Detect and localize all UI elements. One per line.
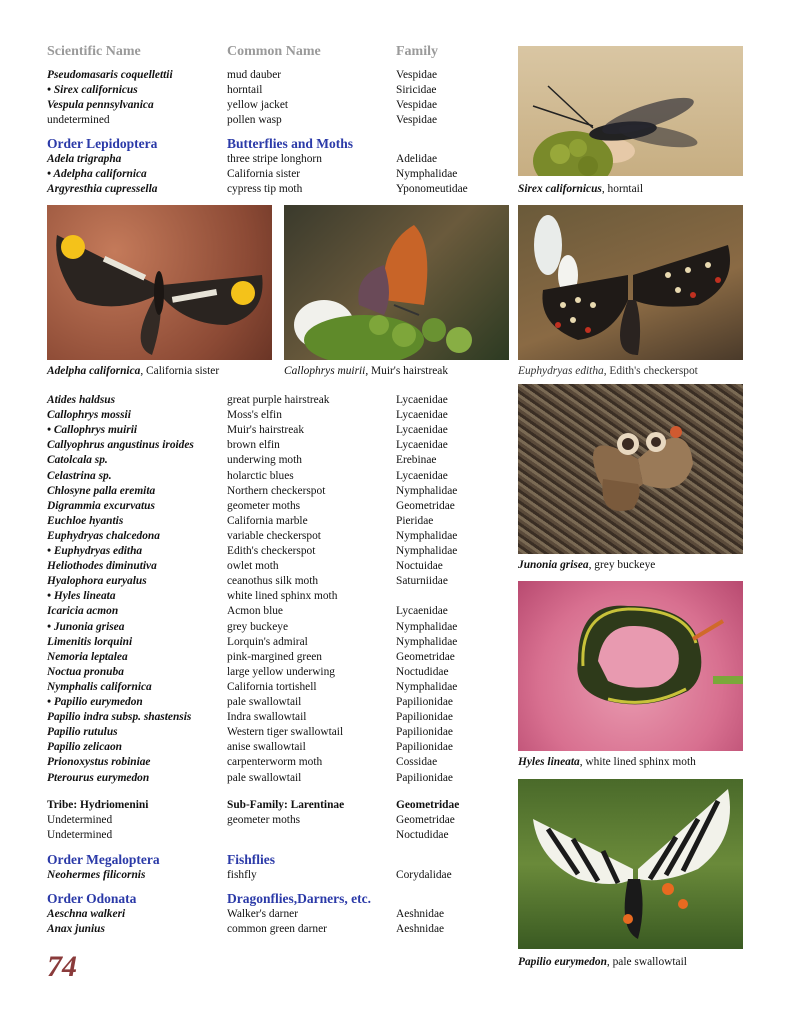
family-cell: Nymphalidae xyxy=(396,680,458,693)
family-cell: Aeshnidae xyxy=(396,908,445,920)
common-name-cell: Acmon blue xyxy=(227,605,283,618)
family-cell: Papilionidae xyxy=(396,726,453,739)
common-name-cell: California tortishell xyxy=(227,680,317,693)
table-row xyxy=(47,680,487,695)
table-row xyxy=(47,604,487,619)
scientific-name-cell: Vespula pennsylvanica xyxy=(47,99,154,111)
common-name-cell: holarctic blues xyxy=(227,469,294,482)
common-name-cell: three stripe longhorn xyxy=(227,153,322,165)
common-name-cell: anise swallowtail xyxy=(227,741,306,754)
caption-common: , California sister xyxy=(140,365,220,377)
table-row xyxy=(47,907,487,922)
common-name-cell: common green darner xyxy=(227,923,327,935)
table-row xyxy=(47,68,487,83)
scientific-name-cell: Pterourus eurymedon xyxy=(47,771,150,784)
family-cell: Nymphalidae xyxy=(396,620,458,633)
family-cell: Nymphalidae xyxy=(396,545,458,557)
scientific-name-cell: Argyresthia cupressella xyxy=(47,183,158,195)
table-row xyxy=(47,438,487,453)
scientific-name-cell: Celastrina sp. xyxy=(47,469,112,482)
table-row xyxy=(47,620,487,635)
scientific-name-cell: undetermined xyxy=(47,114,110,126)
scientific-name-cell: Papilio indra subsp. shastensis xyxy=(47,711,192,724)
papilio-photo xyxy=(518,779,743,949)
family-cell: Lycaenidae xyxy=(396,424,448,437)
scientific-name-cell: Nemoria leptalea xyxy=(47,650,128,663)
family-cell: Siricidae xyxy=(396,84,437,96)
scientific-name-cell: Anax junius xyxy=(47,923,105,935)
scientific-name-cell: Limenitis lorquini xyxy=(47,635,133,648)
scientific-name-cell: Pseudomasaris coquellettii xyxy=(47,69,173,81)
table-row xyxy=(47,868,487,883)
family-cell: Geometridae xyxy=(396,650,455,663)
family-cell: Vespidae xyxy=(396,69,438,81)
scientific-name-cell: Heliothodes diminutiva xyxy=(47,560,157,573)
common-name-cell: geometer moths xyxy=(227,814,301,826)
scientific-name-cell: Aeschna walkeri xyxy=(47,908,126,920)
common-name-cell: pale swallowtail xyxy=(227,771,302,784)
common-name-cell: California sister xyxy=(227,168,301,180)
table-row xyxy=(47,771,487,786)
scientific-name-cell: Neohermes filicornis xyxy=(47,869,146,881)
family-cell: Pieridae xyxy=(396,514,434,527)
family-cell: Lycaenidae xyxy=(396,469,448,482)
table-row xyxy=(47,650,487,665)
subfamily-name: Sub-Family: Larentinae xyxy=(227,799,345,811)
caption-common: , white lined sphinx moth xyxy=(579,756,696,768)
family-cell: Nymphalidae xyxy=(396,168,458,180)
table-row xyxy=(47,152,487,167)
scientific-name-cell: • Euphydryas editha xyxy=(47,545,143,557)
order-name: Order Lepidoptera xyxy=(47,136,158,151)
callophrys-caption xyxy=(284,364,448,378)
common-name-cell: Edith's checkerspot xyxy=(227,545,316,557)
scientific-name-cell: Prionoxystus robiniae xyxy=(47,756,151,769)
family-cell: Saturniidae xyxy=(396,575,448,588)
caption-sci: Papilio eurymedon xyxy=(518,956,607,968)
common-name-cell: Indra swallowtail xyxy=(227,711,307,724)
table-row xyxy=(47,423,487,438)
table-row xyxy=(47,740,487,755)
scientific-name-cell: Undetermined xyxy=(47,829,113,841)
junonia-photo xyxy=(518,384,743,554)
scientific-name-cell: Papilio zelicaon xyxy=(47,741,122,754)
common-name-cell: pale swallowtail xyxy=(227,696,302,708)
family-cell: Corydalidae xyxy=(396,869,452,881)
table-row xyxy=(47,182,487,197)
common-name-cell: white lined sphinx moth xyxy=(227,590,338,603)
table-row xyxy=(47,98,487,113)
scientific-name-cell: Undetermined xyxy=(47,814,113,826)
table-row xyxy=(47,469,487,484)
family-cell: Nymphalidae xyxy=(396,529,458,542)
family-cell: Adelidae xyxy=(396,153,438,165)
scientific-name-cell: Papilio rutulus xyxy=(47,726,118,739)
caption-sci: Hyles lineata xyxy=(518,756,580,768)
table-row xyxy=(47,484,487,499)
common-name-cell: ceanothus silk moth xyxy=(227,575,319,588)
scientific-name-cell: Hyalophora euryalus xyxy=(47,575,147,588)
scientific-name-cell: Euchloe hyantis xyxy=(47,514,124,527)
table-row xyxy=(47,408,487,423)
table-row xyxy=(47,710,487,725)
common-name-cell: brown elfin xyxy=(227,439,280,452)
table-row xyxy=(47,695,487,710)
order-heading-odonata xyxy=(47,890,487,907)
caption-sci: Adelpha californica xyxy=(47,365,141,377)
family-cell: Lycaenidae xyxy=(396,605,448,618)
common-name-cell: pink-margined green xyxy=(227,650,322,663)
common-name-cell: owlet moth xyxy=(227,560,279,573)
table-row xyxy=(47,393,487,408)
family-cell: Geometridae xyxy=(396,499,455,512)
scientific-name-cell: Callyophrus angustinus iroides xyxy=(47,439,194,452)
common-name-cell: carpenterworm moth xyxy=(227,756,323,769)
common-name-cell: underwing moth xyxy=(227,454,302,467)
junonia-caption xyxy=(518,558,655,572)
scientific-name-cell: Chlosyne palla eremita xyxy=(47,484,156,497)
caption-common: , Muir's hairstreak xyxy=(365,365,449,377)
hyles-photo xyxy=(518,581,743,751)
family-cell: Nymphalidae xyxy=(396,484,458,497)
tribe-row xyxy=(47,798,487,813)
scientific-name-cell: • Callophrys muirii xyxy=(47,424,138,437)
table-row xyxy=(47,725,487,740)
common-name-cell: Northern checkerspot xyxy=(227,484,326,497)
family-cell: Noctudidae xyxy=(396,829,449,841)
order-heading-megaloptera xyxy=(47,851,487,868)
table-row xyxy=(47,453,487,468)
euphydryas-caption xyxy=(518,364,698,378)
table-row xyxy=(47,635,487,650)
common-name-cell: mud dauber xyxy=(227,69,282,81)
table-row xyxy=(47,828,487,843)
family-cell: Lycaenidae xyxy=(396,439,448,452)
header-scientific-name: Scientific Name xyxy=(47,44,141,59)
common-name-cell: Walker's darner xyxy=(227,908,299,920)
family-cell: Lycaenidae xyxy=(396,409,448,422)
papilio-caption xyxy=(518,955,687,969)
table-row xyxy=(47,665,487,680)
common-name-cell: fishfly xyxy=(227,869,257,881)
common-name-cell: pollen wasp xyxy=(227,114,282,126)
scientific-name-cell: Digrammia excurvatus xyxy=(47,499,155,512)
sirex-caption xyxy=(518,182,643,196)
common-name-cell: Lorquin's admiral xyxy=(227,635,308,648)
family-cell: Papilionidae xyxy=(396,771,453,784)
scientific-name-cell: Icaricia acmon xyxy=(47,605,119,618)
common-name-cell: great purple hairstreak xyxy=(227,394,330,406)
caption-sci: Euphydryas editha xyxy=(518,365,604,377)
family-cell: Aeshnidae xyxy=(396,923,445,935)
order-heading-lepidoptera xyxy=(47,135,487,152)
euphydryas-photo xyxy=(518,205,743,360)
family-cell: Noctuidae xyxy=(396,560,443,573)
table-row xyxy=(47,83,487,98)
family-cell: Noctudidae xyxy=(396,665,449,678)
caption-common: , grey buckeye xyxy=(588,559,656,571)
common-name-cell: geometer moths xyxy=(227,499,301,512)
common-name-cell: cypress tip moth xyxy=(227,183,303,195)
page-number: 74 xyxy=(47,950,77,983)
caption-sci: Callophrys muirii xyxy=(284,365,366,377)
header-family: Family xyxy=(396,44,438,59)
caption-sci: Junonia grisea xyxy=(518,559,589,571)
family-cell: Yponomeutidae xyxy=(396,183,468,195)
caption-sci: Sirex californicus xyxy=(518,183,602,195)
table-row xyxy=(47,113,487,128)
table-row xyxy=(47,499,487,514)
table-row xyxy=(47,514,487,529)
order-name: Order Odonata xyxy=(47,891,137,906)
table-row xyxy=(47,529,487,544)
sirex-photo xyxy=(518,46,743,176)
table-row xyxy=(47,755,487,770)
family-cell: Papilionidae xyxy=(396,696,453,708)
family-cell: Cossidae xyxy=(396,756,438,769)
common-name-cell: variable checkerspot xyxy=(227,529,321,542)
common-name-cell: Moss's elfin xyxy=(227,409,282,422)
order-name: Order Megaloptera xyxy=(47,852,160,867)
table-row xyxy=(47,574,487,589)
family-cell: Lycaenidae xyxy=(396,394,448,406)
adelpha-caption xyxy=(47,364,219,378)
caption-common: , pale swallowtail xyxy=(606,956,687,968)
table-row xyxy=(47,922,487,937)
common-name-cell: large yellow underwing xyxy=(227,665,335,678)
scientific-name-cell: • Junonia grisea xyxy=(47,620,125,633)
family-cell: Vespidae xyxy=(396,114,438,126)
family-cell: Papilionidae xyxy=(396,741,453,754)
scientific-name-cell: Catolcala sp. xyxy=(47,454,108,467)
table-row xyxy=(47,589,487,604)
common-name-cell: horntail xyxy=(227,84,263,96)
header-common-name: Common Name xyxy=(227,44,321,59)
table-row xyxy=(47,559,487,574)
caption-common: , Edith's checkerspot xyxy=(603,365,698,377)
hyles-caption xyxy=(518,755,696,769)
scientific-name-cell: • Hyles lineata xyxy=(47,590,116,603)
scientific-name-cell: Adela trigrapha xyxy=(47,153,122,165)
family-cell: Papilionidae xyxy=(396,711,453,724)
family-cell: Nymphalidae xyxy=(396,635,458,648)
scientific-name-cell: Euphydryas chalcedona xyxy=(47,529,160,542)
common-name-cell: yellow jacket xyxy=(227,99,289,111)
family-cell: Geometridae xyxy=(396,814,455,826)
scientific-name-cell: Callophrys mossii xyxy=(47,409,131,422)
order-common-name: Butterflies and Moths xyxy=(227,136,353,151)
scientific-name-cell: • Sirex californicus xyxy=(47,84,138,96)
caption-common: , horntail xyxy=(601,183,643,195)
table-row xyxy=(47,813,487,828)
scientific-name-cell: • Papilio eurymedon xyxy=(47,696,143,708)
scientific-name-cell: Nymphalis californica xyxy=(47,680,152,693)
scientific-name-cell: Noctua pronuba xyxy=(47,665,124,678)
order-common-name: Dragonflies,Darners, etc. xyxy=(227,891,371,906)
common-name-cell: grey buckeye xyxy=(227,620,289,633)
scientific-name-cell: • Adelpha californica xyxy=(47,168,147,180)
family-cell: Erebinae xyxy=(396,454,437,467)
adelpha-photo xyxy=(47,205,272,360)
scientific-name-cell: Atides haldsus xyxy=(47,394,116,406)
callophrys-photo xyxy=(284,205,509,360)
tribe-name: Tribe: Hydriomenini xyxy=(47,799,149,811)
common-name-cell: Western tiger swallowtail xyxy=(227,726,344,739)
table-row xyxy=(47,167,487,182)
common-name-cell: California marble xyxy=(227,514,308,527)
tribe-family: Geometridae xyxy=(396,799,460,811)
common-name-cell: Muir's hairstreak xyxy=(227,424,305,437)
table-row xyxy=(47,544,487,559)
family-cell: Vespidae xyxy=(396,99,438,111)
order-common-name: Fishflies xyxy=(227,852,276,867)
